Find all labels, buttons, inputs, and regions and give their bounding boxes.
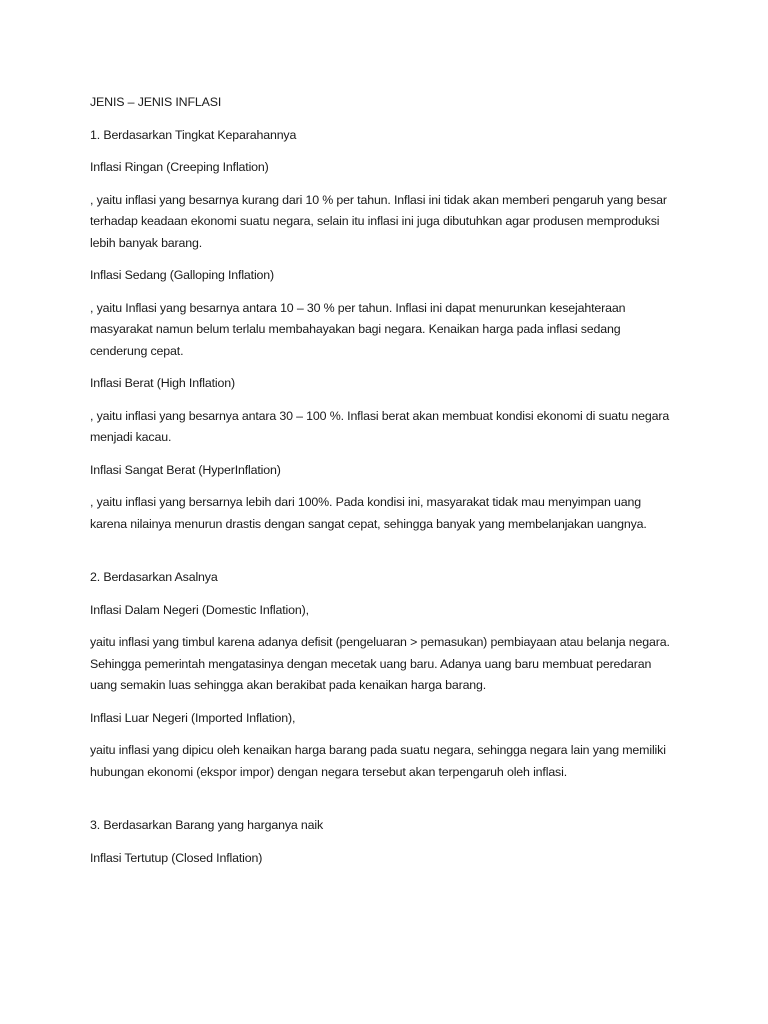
document-body <box>90 92 680 869</box>
item-paragraph: , yaitu Inflasi yang besarnya antara 10 – 30 % per tahun. Inflasi ini dapat menurunkan kesejahteraan masyarakat namun belum terlalu membahayakan bagi negara. Kenaikan harga pada inflasi sedang cenderung cepat. <box>90 300 626 358</box>
section-heading: 1. Berdasarkan Tingkat Keparahannya <box>90 127 297 142</box>
item-paragraph: yaitu inflasi yang dipicu oleh kenaikan harga barang pada suatu negara, sehingga negara lain yang memiliki hubungan ekonomi (ekspor impor) dengan negara tersebut akan terpengaruh oleh inflasi. <box>90 743 666 779</box>
item-paragraph: , yaitu inflasi yang besarnya kurang dari 10 % per tahun. Inflasi ini tidak akan memberi pengaruh yang besar terhadap keadaan ekonomi suatu negara, selain itu inflasi ini juga dibutuhkan agar produsen memproduksi lebih banyak barang. <box>90 192 667 250</box>
item-label: Inflasi Sedang (Galloping Inflation) <box>90 268 275 282</box>
item-paragraph: yaitu inflasi yang timbul karena adanya defisit (pengeluaran > pemasukan) pembiayaan atau belanja negara. Sehingga pemerintah mengatasinya dengan mecetak uang baru. Adanya uang baru membuat peredaran uang semakin luas sehingga akan berakibat pada kenaikan harga barang. <box>90 635 670 692</box>
item-label: Inflasi Luar Negeri (Imported Inflation), <box>90 710 296 725</box>
item-paragraph: , yaitu inflasi yang besarnya antara 30 – 100 %. Inflasi berat akan membuat kondisi ekonomi di suatu negara menjadi kacau. <box>90 408 670 444</box>
item-paragraph: , yaitu inflasi yang bersarnya lebih dari 100%. Pada kondisi ini, masyarakat tidak mau menyimpan uang karena nilainya menurun drastis dengan sangat cepat, sehingga banyak yang membelanjakan uangnya. <box>90 495 647 531</box>
document-title: JENIS – JENIS INFLASI <box>90 95 222 109</box>
item-label: Inflasi Sangat Berat (HyperInflation) <box>90 462 281 477</box>
section-heading: 2. Berdasarkan Asalnya <box>90 570 218 584</box>
section-heading: 3. Berdasarkan Barang yang harganya naik <box>90 818 324 832</box>
item-label: Inflasi Dalam Negeri (Domestic Inflation), <box>90 602 309 617</box>
item-label: Inflasi Ringan (Creeping Inflation) <box>90 160 269 174</box>
item-label: Inflasi Tertutup (Closed Inflation) <box>90 850 263 865</box>
item-label: Inflasi Berat (High Inflation) <box>90 376 235 390</box>
